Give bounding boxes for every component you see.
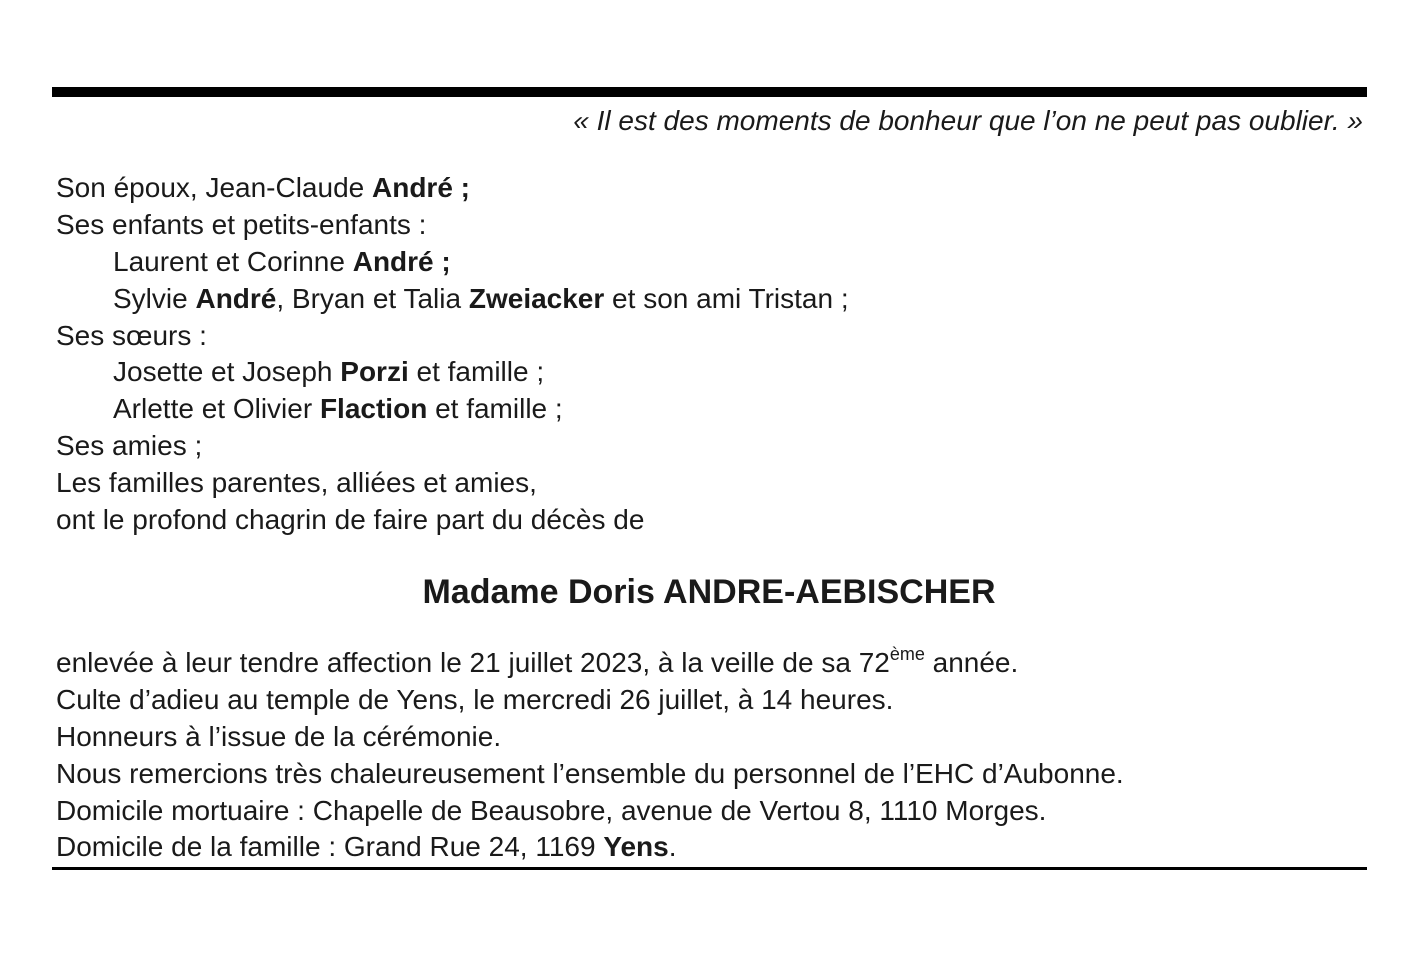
deceased-name: Madame Doris ANDRE-AEBISCHER — [422, 573, 996, 611]
child-line-1: Laurent et Corinne André ; — [113, 245, 451, 277]
children-label: Ses enfants et petits-enfants : — [56, 208, 427, 240]
death-date-line: enlevée à leur tendre affection le 21 juillet 2023, à la veille de sa 72ème année. — [56, 644, 1019, 678]
epigraph-quote: « Il est des moments de bonheur que l’on ne peut pas oublier. » — [573, 105, 1363, 136]
details-block — [56, 645, 1124, 866]
friends-line: Ses amies ; — [56, 430, 203, 462]
service-line: Culte d’adieu au temple de Yens, le mercredi 26 juillet, à 14 heures. — [56, 683, 894, 715]
announcement-line: ont le profond chagrin de faire part du décès de — [56, 504, 645, 536]
bottom-divider — [52, 867, 1367, 870]
top-divider — [52, 87, 1367, 97]
child-line-2: Sylvie André, Bryan et Talia Zweiacker et son ami Tristan ; — [113, 282, 849, 314]
honours-line: Honneurs à l’issue de la cérémonie. — [56, 720, 502, 752]
sister-line-2: Arlette et Olivier Flaction et famille ; — [113, 393, 563, 425]
relatives-line: Les familles parentes, alliées et amies, — [56, 467, 537, 499]
family-list — [56, 170, 849, 539]
sisters-label: Ses sœurs : — [56, 319, 207, 351]
sister-line-1: Josette et Joseph Porzi et famille ; — [113, 356, 545, 388]
husband-line: Son époux, Jean-Claude André ; — [56, 172, 470, 203]
family-address-line: Domicile de la famille : Grand Rue 24, 1169 Yens. — [56, 831, 677, 863]
mortuary-line: Domicile mortuaire : Chapelle de Beausobre, avenue de Vertou 8, 1110 Morges. — [56, 794, 1047, 826]
thanks-line: Nous remercions très chaleureusement l’ensemble du personnel de l’EHC d’Aubonne. — [56, 757, 1124, 789]
